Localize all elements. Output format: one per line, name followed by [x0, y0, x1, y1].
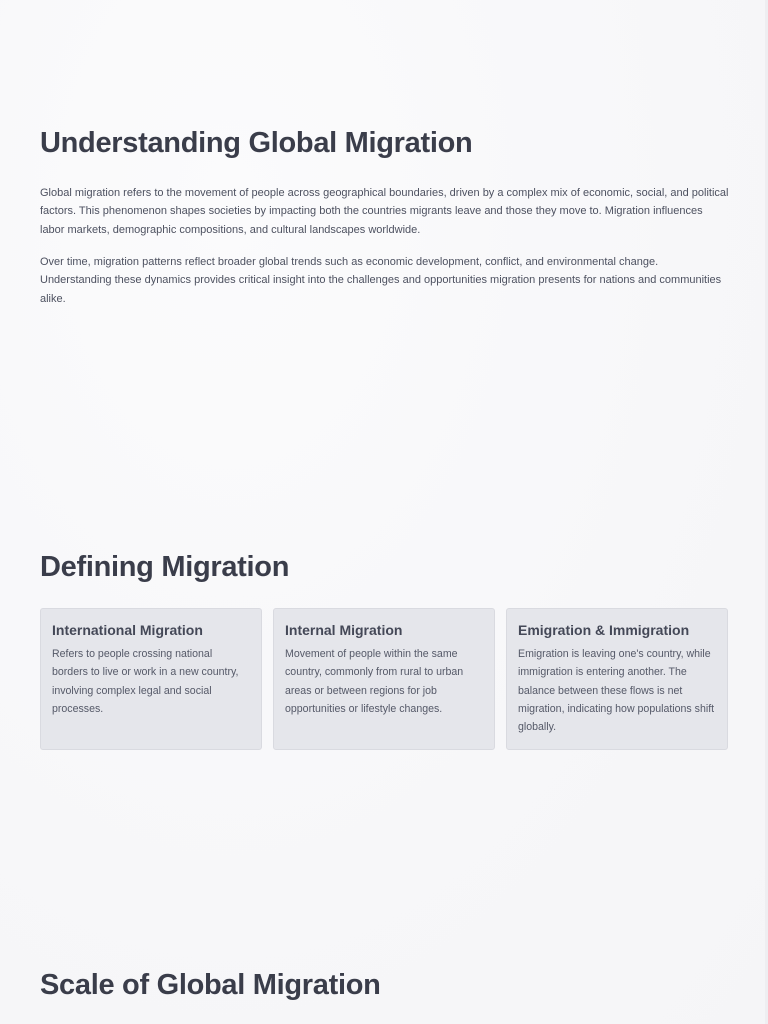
card-text: Emigration is leaving one's country, while immigration is entering another. The balance between these flows is net migration, indicating how populations shift globally. — [518, 648, 715, 734]
section-title-understanding: Understanding Global Migration — [40, 127, 473, 159]
section-title-defining: Defining Migration — [40, 551, 290, 583]
intro-paragraph-2: Over time, migration patterns reflect broader global trends such as economic development, conflict, and environmental change. Understanding these dynamics provides critical insight into the challenges and opportunities migration presents for nations and communities alike. — [40, 256, 722, 305]
card-title: Internal Migration — [285, 622, 403, 638]
card-title: Emigration & Immigration — [518, 622, 690, 638]
card-text: Movement of people within the same country, commonly from rural to urban areas or between regions for job opportunities or lifestyle changes. — [285, 648, 464, 715]
card-internal-migration — [273, 608, 495, 750]
card-text: Refers to people crossing national borders to live or work in a new country, involving complex legal and social processes. — [52, 648, 239, 715]
intro-paragraph-1: Global migration refers to the movement of people across geographical boundaries, driven by a complex mix of economic, social, and political factors. This phenomenon shapes societies by impacting both the countries migrants leave and those they move to. Migration influences labor markets, demographic compositions, and cultural landscapes worldwide. — [40, 187, 729, 236]
section-title-scale: Scale of Global Migration — [40, 969, 381, 1001]
card-title: International Migration — [52, 622, 203, 638]
migration-type-cards — [40, 608, 728, 750]
card-international-migration — [40, 608, 262, 750]
card-emigration-immigration — [506, 608, 728, 750]
